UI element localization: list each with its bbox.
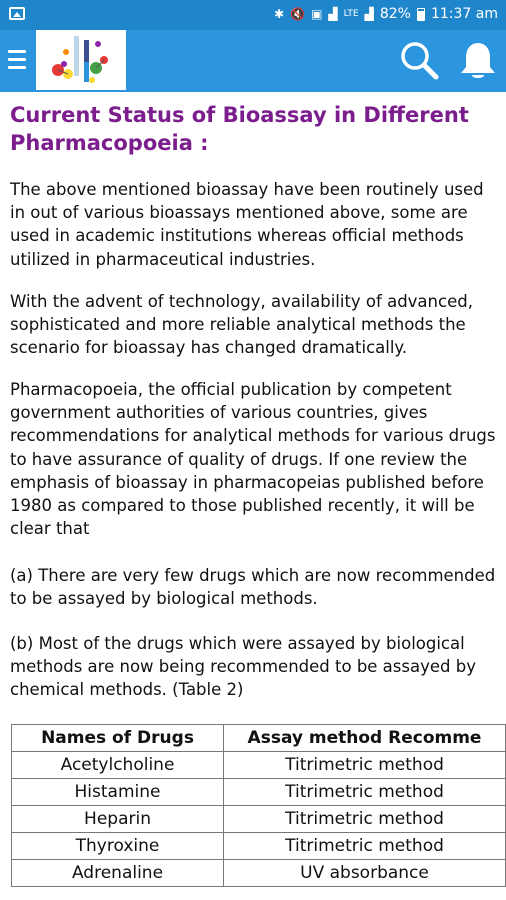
network-type-label: LTE [343, 9, 359, 19]
article-title: Current Status of Bioassay in Different Pharmacopoeia : [10, 103, 469, 155]
assay-method-cell: Titrimetric method [224, 752, 506, 779]
table-row [12, 806, 506, 833]
table-row [12, 833, 506, 860]
app-bar [0, 30, 506, 92]
drug-name-cell: Adrenaline [12, 860, 224, 887]
table-row [12, 860, 506, 887]
table-header-drugs: Names of Drugs [12, 725, 224, 752]
status-indicators [274, 6, 498, 22]
clock: 11:37 am [430, 6, 498, 22]
assay-method-cell: Titrimetric method [224, 806, 506, 833]
battery-percent: 82% [379, 6, 411, 22]
mute-icon: 🔇 [290, 7, 306, 21]
table-header-assay-method: Assay method Recomme [224, 725, 506, 752]
notification-bell-icon[interactable] [458, 40, 498, 82]
hamburger-menu-icon[interactable] [8, 50, 26, 70]
drug-name-cell: Histamine [12, 779, 224, 806]
article-content [0, 92, 506, 900]
status-bar [0, 0, 506, 30]
assay-method-cell: Titrimetric method [224, 833, 506, 860]
paragraph-2: With the advent of technology, availability of advanced, sophisticated and more reliable analytical methods the scenario for bioassay has changed dramatically. [10, 292, 473, 358]
bioassay-logo-icon [36, 30, 126, 90]
assay-method-cell: UV absorbance [224, 860, 506, 887]
paragraph-point-b: (b) Most of the drugs which were assayed by biological methods are now being recommended to be assayed by chemical methods. (Table 2) [10, 634, 476, 700]
paragraph-3: Pharmacopoeia, the official publication by competent government authorities of various countries, gives recommendations for analytical methods for various drugs to have assurance of quality of drugs. If one review the emphasis of bioassay in pharmacopeias published before 1980 as compared to those published recently, it will be clear that [10, 380, 496, 539]
drug-name-cell: Heparin [12, 806, 224, 833]
drug-name-cell: Thyroxine [12, 833, 224, 860]
table-row [12, 752, 506, 779]
app-logo[interactable] [36, 30, 126, 90]
drug-name-cell: Acetylcholine [12, 752, 224, 779]
battery-icon [417, 8, 425, 21]
assay-method-cell: Titrimetric method [224, 779, 506, 806]
paragraph-point-a: (a) There are very few drugs which are now recommended to be assayed by biological methods. [10, 566, 496, 609]
gallery-notification-icon [9, 7, 25, 20]
signal-icon-2: ▟ [364, 7, 374, 21]
table-row [12, 779, 506, 806]
paragraph-1: The above mentioned bioassay have been routinely used in out of various bioassays mentioned above, some are used in academic institutions whereas official methods utilized in pharmaceutical industries. [10, 180, 484, 269]
bluetooth-icon: ✱ [274, 7, 285, 21]
table-header-row [12, 725, 506, 752]
volte-icon: ▣ [311, 7, 323, 21]
search-icon[interactable] [399, 40, 439, 80]
signal-icon: ▟ [328, 7, 338, 21]
drug-assay-table [11, 724, 506, 887]
